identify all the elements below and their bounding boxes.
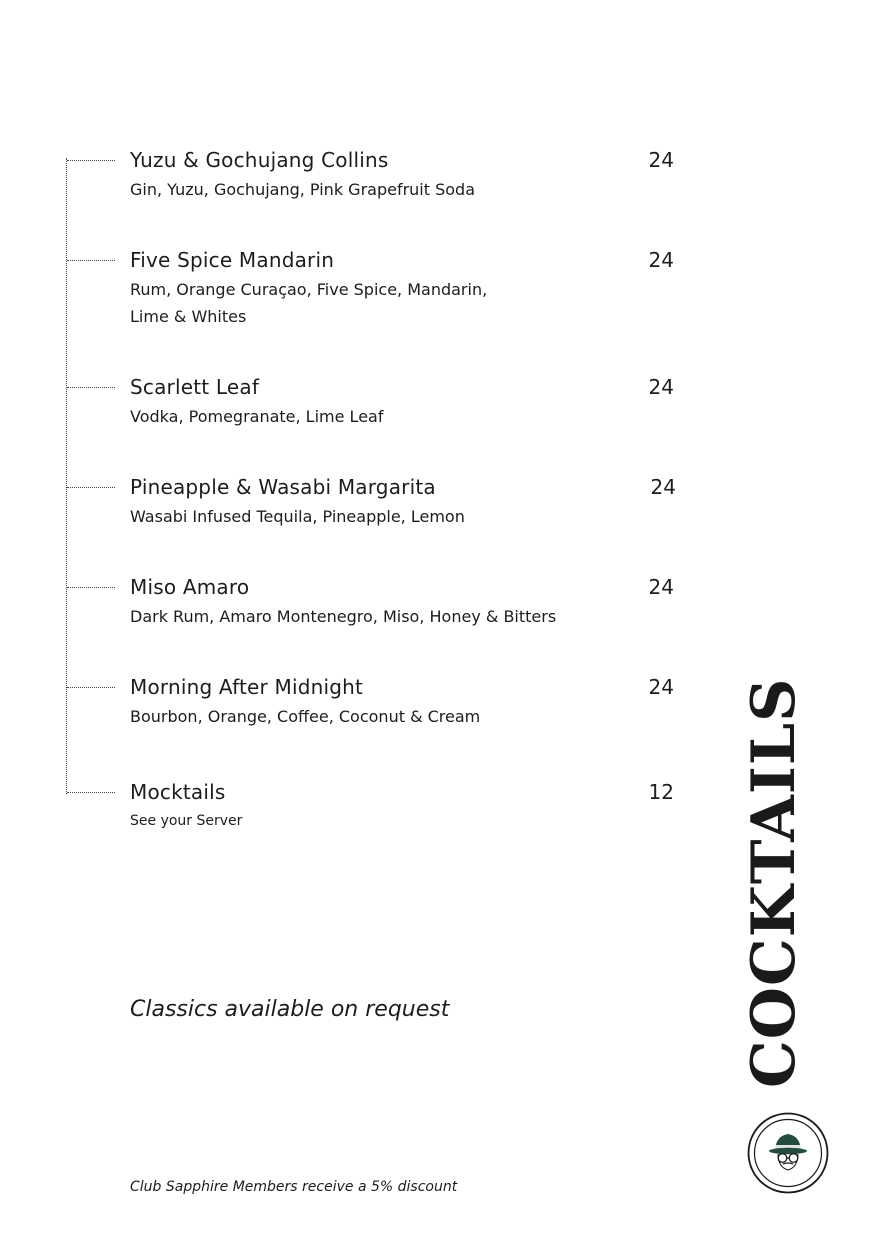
item-name: Morning After Midnight xyxy=(130,675,364,699)
item-price: 24 xyxy=(648,148,674,172)
item-price: 12 xyxy=(648,780,674,804)
item-description: Gin, Yuzu, Gochujang, Pink Grapefruit Soda xyxy=(130,180,476,199)
item-name: Miso Amaro xyxy=(130,575,250,599)
classics-note: Classics available on request xyxy=(130,997,450,1022)
gentleman-logo-icon xyxy=(747,1112,829,1194)
item-price: 24 xyxy=(648,375,674,399)
dotted-connector xyxy=(67,387,115,388)
item-price: 24 xyxy=(648,575,674,599)
discount-note: Club Sapphire Members receive a 5% discount xyxy=(130,1179,458,1195)
item-description: Wasabi Infused Tequila, Pineapple, Lemon xyxy=(130,507,465,526)
dotted-connector xyxy=(67,160,115,161)
item-name: Yuzu & Gochujang Collins xyxy=(130,148,389,172)
dotted-connector xyxy=(67,487,115,488)
section-title: COCKTAILS xyxy=(739,677,809,1088)
item-price: 24 xyxy=(648,248,674,272)
item-name: Scarlett Leaf xyxy=(130,375,260,399)
item-description: Vodka, Pomegranate, Lime Leaf xyxy=(130,407,384,426)
item-description-line-2: Lime & Whites xyxy=(130,307,247,326)
item-description: Rum, Orange Curaçao, Five Spice, Mandarin, xyxy=(130,280,488,299)
item-description: Dark Rum, Amaro Montenegro, Miso, Honey & Bitters xyxy=(130,607,557,626)
dotted-connector-vertical xyxy=(66,158,67,794)
dotted-connector xyxy=(67,260,115,261)
item-price: 24 xyxy=(650,475,676,499)
item-price: 24 xyxy=(648,675,674,699)
item-name: Pineapple & Wasabi Margarita xyxy=(130,475,436,499)
item-description: Bourbon, Orange, Coffee, Coconut & Cream xyxy=(130,707,481,726)
item-name: Five Spice Mandarin xyxy=(130,248,335,272)
dotted-connector xyxy=(67,792,115,793)
dotted-connector xyxy=(67,587,115,588)
dotted-connector xyxy=(67,687,115,688)
logo xyxy=(747,1112,829,1194)
item-name: Mocktails xyxy=(130,780,226,804)
item-description: See your Server xyxy=(130,813,243,829)
